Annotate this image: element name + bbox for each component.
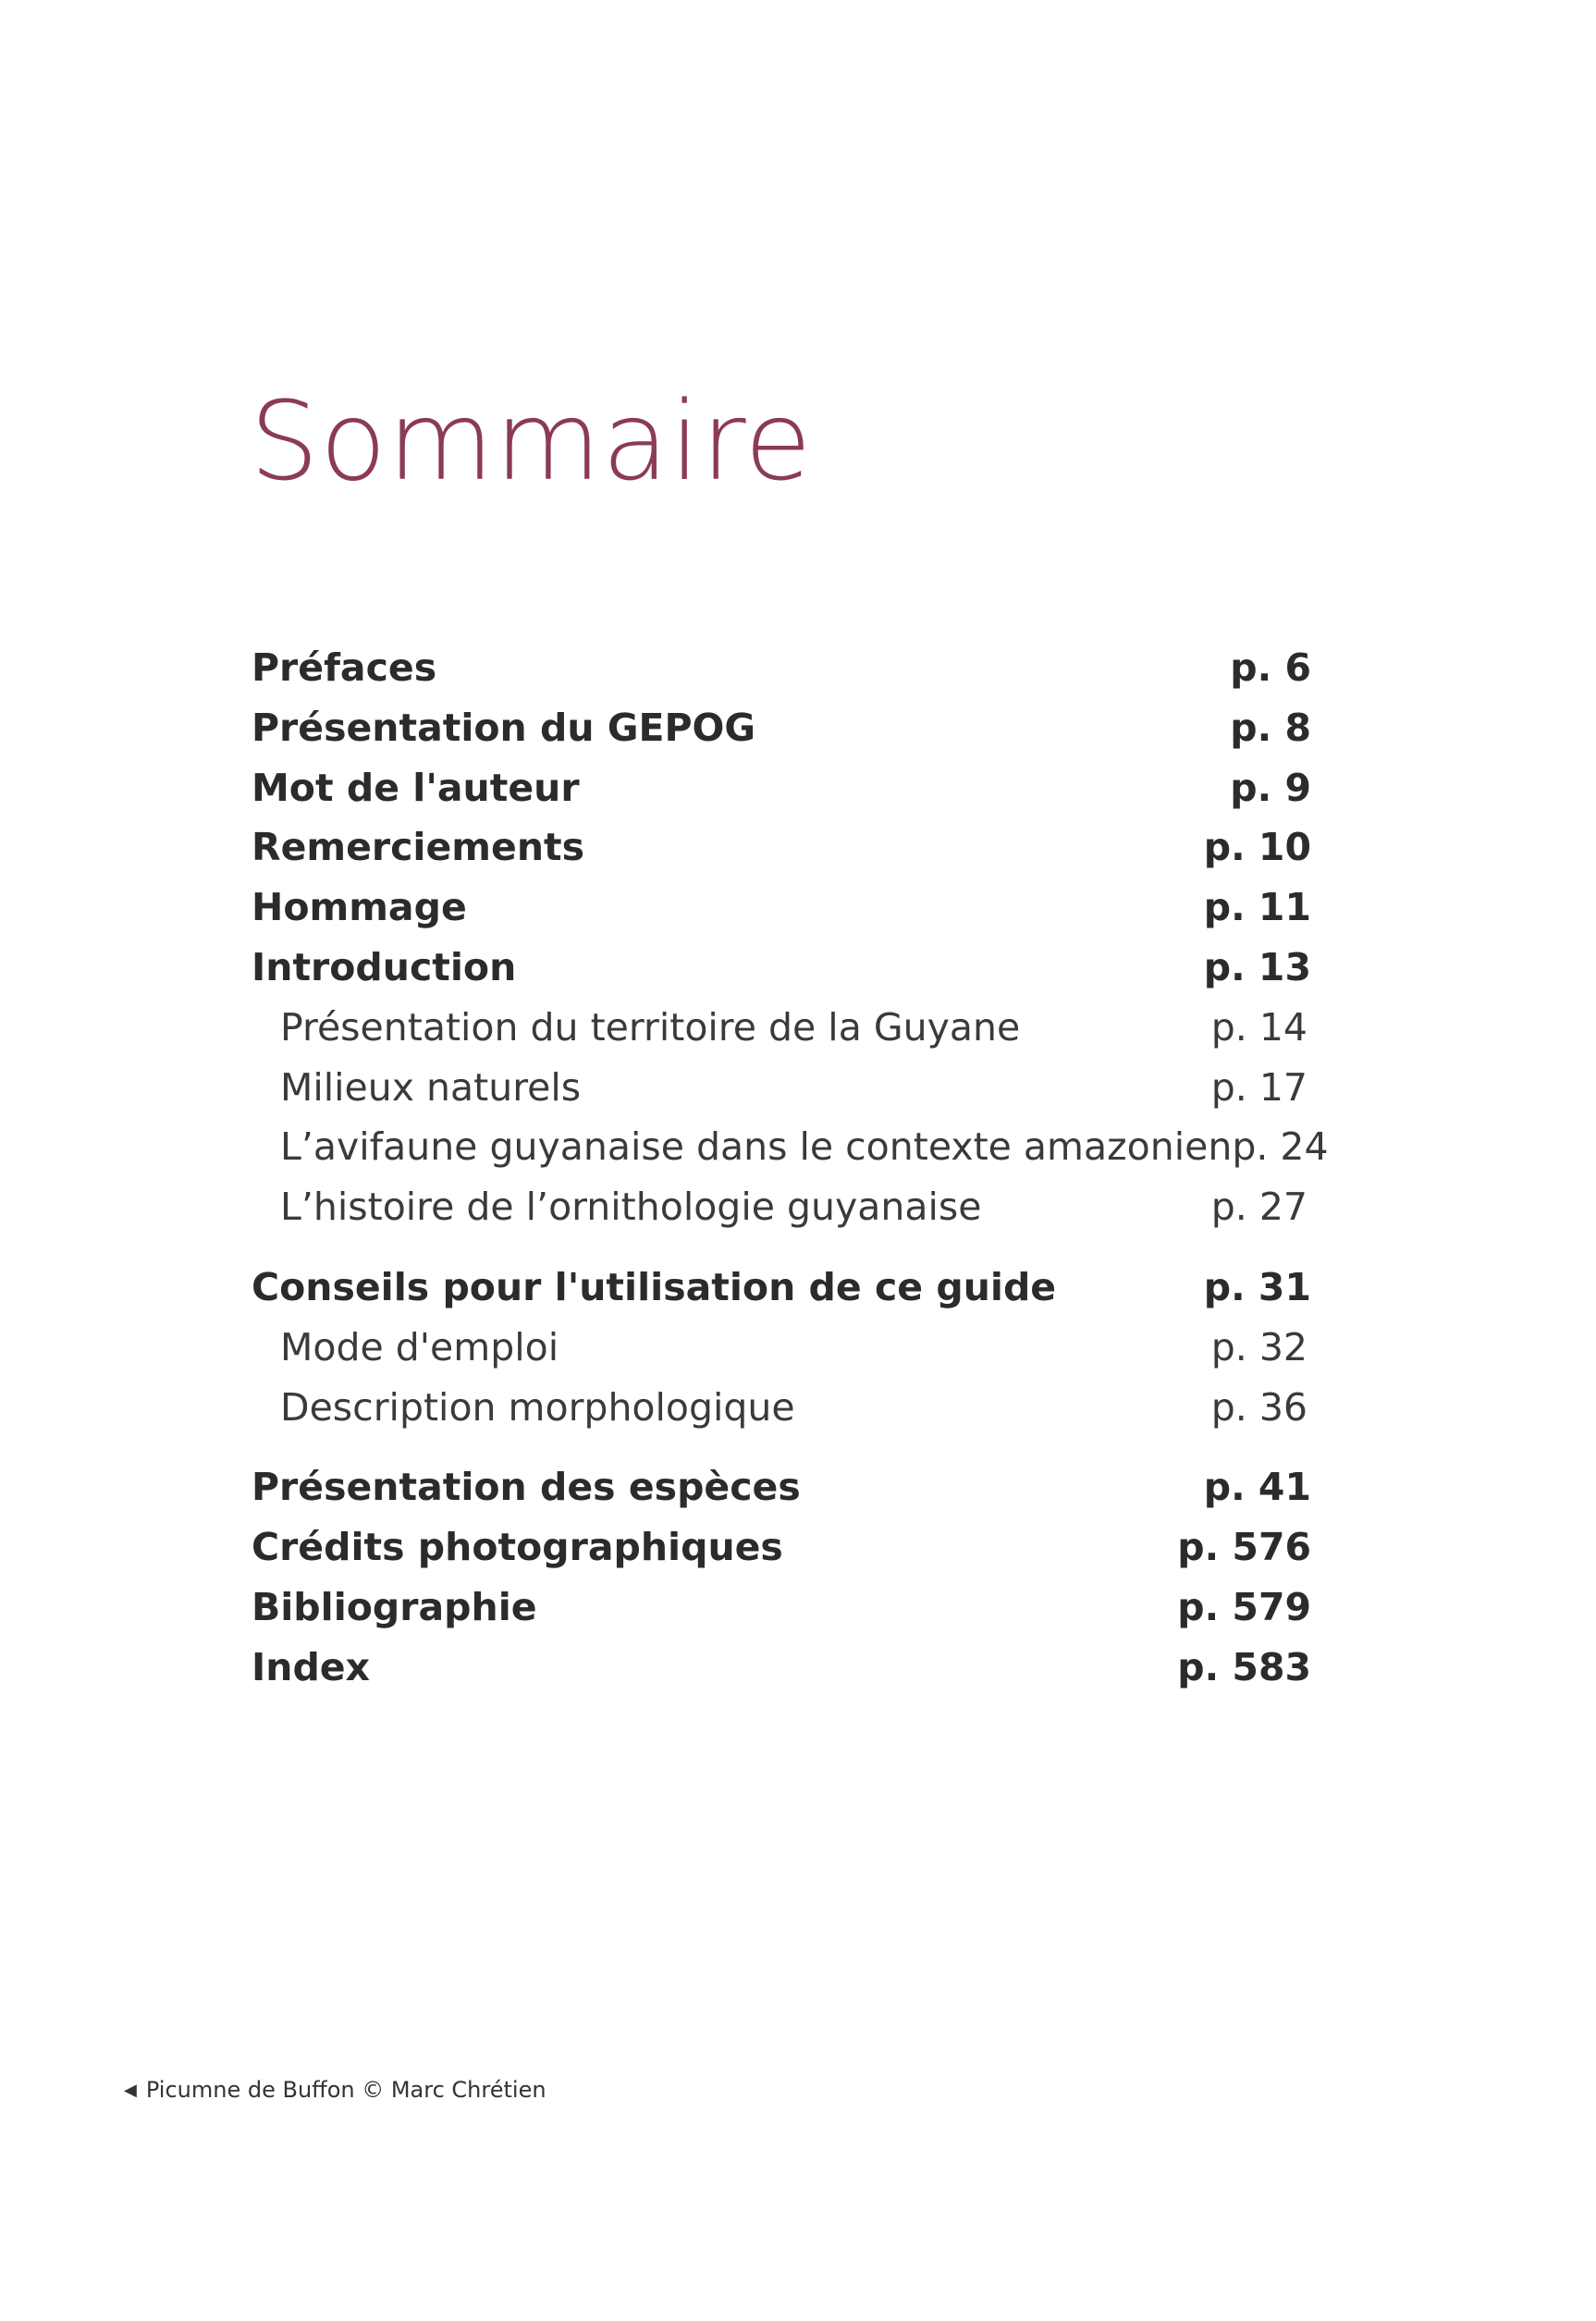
toc-entry-presentation-gepog[interactable] (252, 698, 1311, 758)
triangle-left-icon: ◀ (124, 2081, 137, 2100)
toc-entry-label: Milieux naturels (280, 1064, 582, 1110)
toc-subentry-histoire-ornithologie[interactable] (252, 1177, 1311, 1237)
toc-entry-introduction[interactable] (252, 938, 1311, 998)
toc-entry-label: Description morphologique (280, 1384, 795, 1430)
photo-caption-text: Picumne de Buffon © Marc Chrétien (145, 2077, 546, 2103)
toc-entry-credits-photographiques[interactable] (252, 1517, 1311, 1578)
toc-entry-page: p. 17 (1210, 1064, 1307, 1110)
toc-entry-page: p. 11 (1203, 885, 1311, 930)
page-title: Sommaire (250, 377, 813, 505)
table-of-contents (252, 638, 1329, 1698)
toc-entry-label: Conseils pour l'utilisation de ce guide (252, 1264, 1057, 1309)
toc-entry-page: p. 27 (1210, 1185, 1307, 1230)
toc-subentry-description-morphologique[interactable] (252, 1378, 1311, 1438)
toc-entry-index[interactable] (252, 1638, 1311, 1698)
toc-entry-prefaces[interactable] (252, 638, 1311, 698)
toc-entry-conseils-utilisation[interactable] (252, 1258, 1311, 1318)
toc-entry-label: Crédits photographiques (252, 1525, 783, 1570)
toc-entry-page: p. 576 (1177, 1525, 1311, 1570)
toc-entry-label: Introduction (252, 944, 517, 989)
toc-entry-page: p. 6 (1230, 645, 1311, 690)
toc-entry-presentation-especes[interactable] (252, 1457, 1311, 1517)
toc-entry-page: p. 579 (1177, 1584, 1311, 1629)
toc-entry-label: Hommage (252, 885, 467, 930)
toc-entry-label: Présentation du GEPOG (252, 705, 756, 750)
toc-entry-page: p. 31 (1203, 1264, 1311, 1309)
toc-entry-label: Mot de l'auteur (252, 765, 580, 810)
toc-entry-mot-auteur[interactable] (252, 758, 1311, 818)
toc-entry-label: L’avifaune guyanaise dans le contexte amazonien (280, 1124, 1233, 1170)
toc-entry-label: Bibliographie (252, 1584, 537, 1629)
toc-entry-page: p. 10 (1203, 825, 1311, 870)
toc-entry-page: p. 8 (1230, 705, 1311, 750)
photo-caption (124, 2077, 546, 2103)
toc-entry-bibliographie[interactable] (252, 1578, 1311, 1638)
toc-entry-page: p. 32 (1210, 1324, 1307, 1369)
toc-entry-page: p. 36 (1210, 1384, 1307, 1430)
toc-entry-label: Préfaces (252, 645, 437, 690)
toc-subentry-avifaune-guyanaise[interactable] (252, 1117, 1329, 1177)
toc-subentry-milieux-naturels[interactable] (252, 1058, 1311, 1118)
toc-subentry-territoire-guyane[interactable] (252, 998, 1311, 1058)
toc-entry-page: p. 41 (1203, 1465, 1311, 1510)
toc-entry-label: Présentation du territoire de la Guyane (280, 1004, 1021, 1050)
toc-entry-remerciements[interactable] (252, 817, 1311, 878)
toc-entry-page: p. 24 (1232, 1124, 1329, 1170)
toc-entry-page: p. 9 (1230, 765, 1311, 810)
toc-entry-label: Remerciements (252, 825, 585, 870)
toc-entry-label: Présentation des espèces (252, 1465, 801, 1510)
toc-entry-label: Mode d'emploi (280, 1324, 559, 1369)
toc-entry-page: p. 14 (1210, 1004, 1307, 1050)
toc-entry-page: p. 13 (1203, 944, 1311, 989)
toc-subentry-mode-emploi[interactable] (252, 1318, 1311, 1378)
toc-entry-label: L’histoire de l’ornithologie guyanaise (280, 1185, 982, 1230)
toc-entry-label: Index (252, 1644, 371, 1689)
toc-entry-page: p. 583 (1177, 1644, 1311, 1689)
toc-entry-hommage[interactable] (252, 878, 1311, 938)
